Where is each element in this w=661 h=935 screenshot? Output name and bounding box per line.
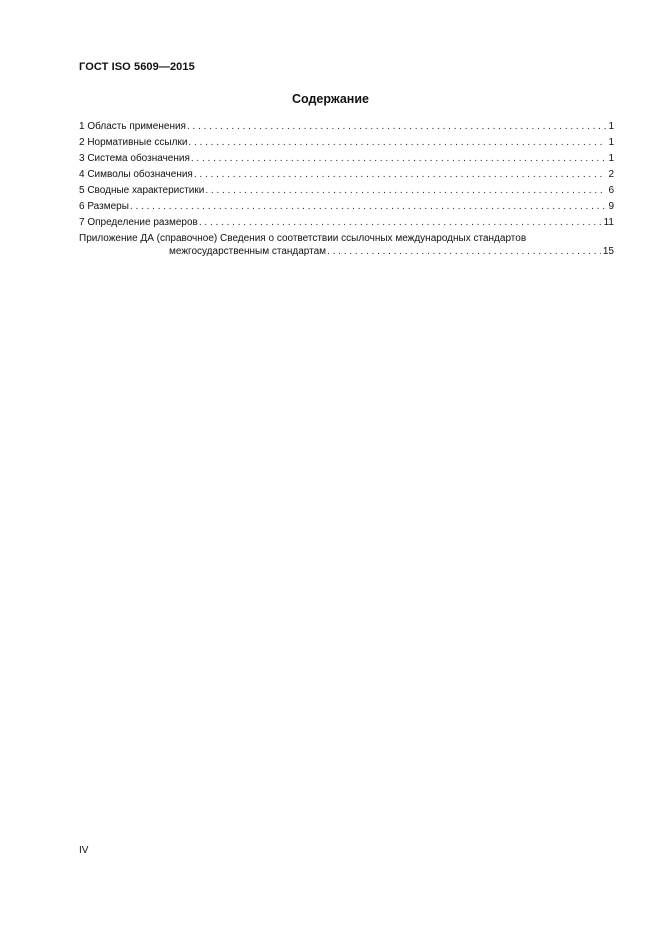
- toc-entry-page: 11: [603, 217, 614, 228]
- toc-leader-dots: [205, 183, 606, 199]
- toc-entry-page: 6: [608, 185, 614, 196]
- page-number: IV: [79, 845, 89, 856]
- toc-entry[interactable]: [79, 119, 614, 135]
- toc-annex-entry[interactable]: [79, 231, 614, 244]
- toc-entry-label: 4 Символы обозначения: [79, 169, 193, 180]
- toc-leader-dots: [187, 119, 606, 135]
- toc-leader-dots: [327, 244, 601, 260]
- toc-annex-label-line2: межгосударственным стандартам: [169, 246, 327, 257]
- toc-entry[interactable]: [79, 135, 614, 151]
- toc-entry-label: 1 Область применения: [79, 121, 186, 132]
- toc-entry-label: 7 Определение размеров: [79, 217, 198, 228]
- toc-entry[interactable]: [79, 167, 614, 183]
- toc-entry-page: 9: [608, 201, 614, 212]
- toc-leader-dots: [130, 199, 607, 215]
- toc-title: Содержание: [291, 92, 369, 106]
- toc-leader-dots: [191, 151, 607, 167]
- table-of-contents: [79, 119, 614, 260]
- toc-entry-label: 6 Размеры: [79, 201, 129, 212]
- toc-entry[interactable]: [79, 199, 614, 215]
- toc-leader-dots: [188, 135, 606, 151]
- toc-leader-dots: [199, 215, 602, 231]
- toc-entry-label: 3 Система обозначения: [79, 153, 190, 164]
- toc-annex-label-line1: Приложение ДА (справочное) Сведения о соответствии ссылочных международных стандартов: [79, 233, 527, 244]
- toc-entry[interactable]: [79, 215, 614, 231]
- toc-entry-page: 15: [602, 246, 614, 257]
- toc-entry[interactable]: [79, 183, 614, 199]
- toc-entry-page: 2: [608, 169, 614, 180]
- toc-entry-label: 5 Сводные характеристики: [79, 185, 205, 196]
- toc-entry-page: 1: [608, 121, 614, 132]
- toc-entry-label: 2 Нормативные ссылки: [79, 137, 188, 148]
- document-code: ГОСТ ISO 5609—2015: [79, 61, 195, 73]
- toc-entry-page: 1: [608, 137, 614, 148]
- toc-entry-page: 1: [608, 153, 614, 164]
- toc-leader-dots: [194, 167, 607, 183]
- toc-entry[interactable]: [79, 151, 614, 167]
